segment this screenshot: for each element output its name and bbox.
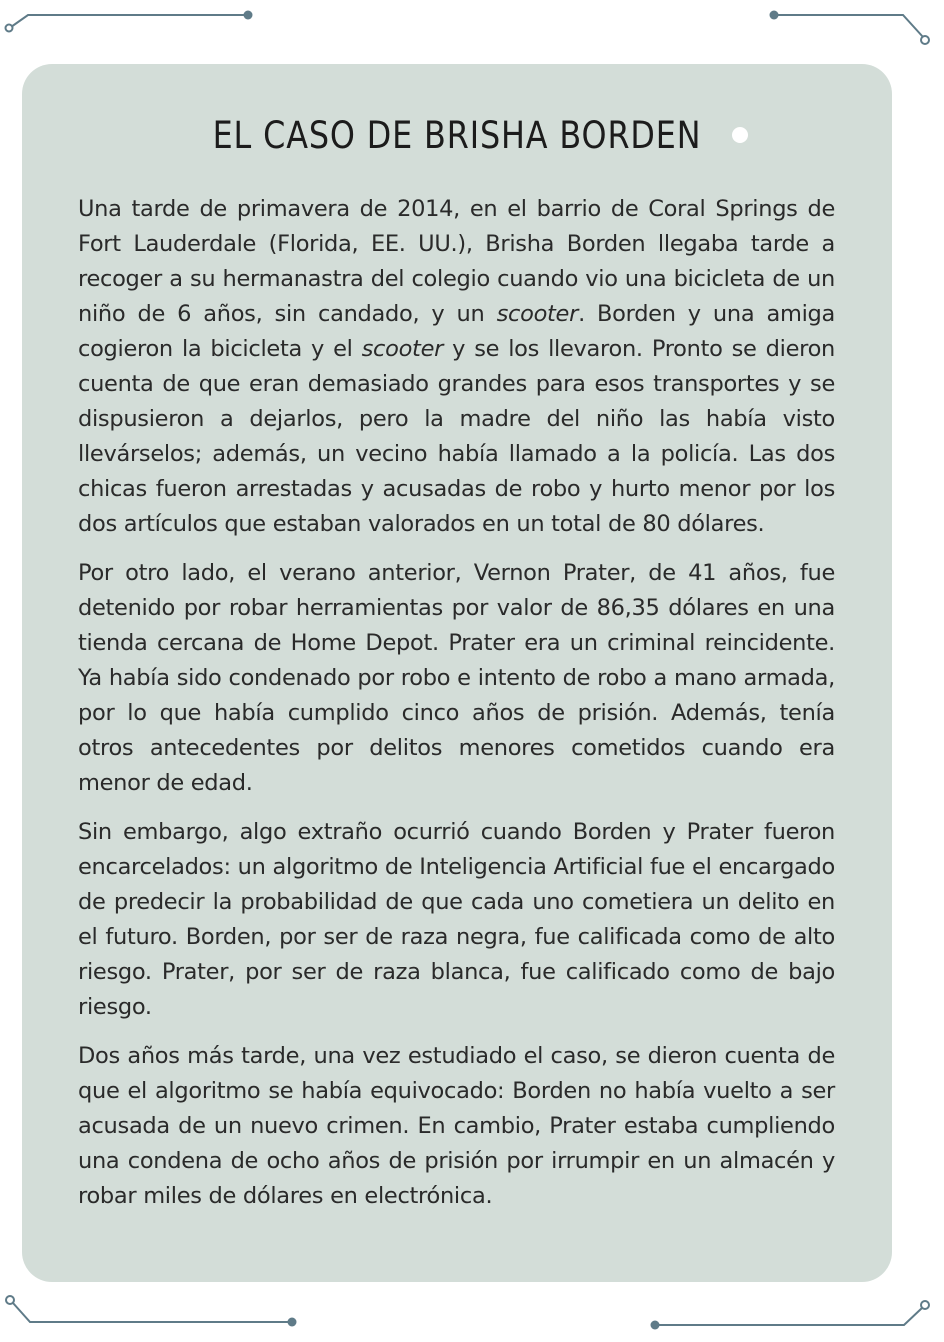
text-run: y se los llevaron. Pronto se dieron cuenta de que eran demasiado grandes para esos transportes y se dispusieron a dejarlos, pero la madre del niño las había visto llevárselos; además, un vecino había llamado a la policía. Las dos chicas fueron arrestadas y acusadas de robo y hurto menor por los dos artículos que estaban valorados en un total de 80 dólares. <box>78 336 835 537</box>
text-run: Sin embargo, algo extraño ocurrió cuando Borden y Prater fueron encarcelados: un algoritmo de Inteligencia Artificial fue el encargado de predecir la probabilidad de que cada uno cometiera un delito en el futuro. Borden, por ser de raza negra, fue calificada como de alto riesgo. Prater, por ser de raza blanca, fue calificado como de bajo riesgo. <box>78 819 835 1020</box>
paragraph-4 <box>78 1039 835 1214</box>
paragraph-2 <box>78 556 835 801</box>
italic-term: scooter <box>496 301 579 327</box>
paragraph-3 <box>78 815 835 1025</box>
article-title: EL CASO DE BRISHA BORDEN <box>212 114 702 157</box>
italic-term: scooter <box>361 336 444 362</box>
paragraph-1 <box>78 192 835 542</box>
text-run: . Borden y una amiga cogieron la bicicleta y el <box>78 301 835 362</box>
text-run: Dos años más tarde, una vez estudiado el caso, se dieron cuenta de que el algoritmo se había equivocado: Borden no había vuelto a ser acusada de un nuevo crimen. En cambio, Prater estaba cumpliendo una condena de ocho años de prisión por irrumpir en un almacén y robar miles de dólares en electrónica. <box>78 1043 835 1209</box>
text-run: Por otro lado, el verano anterior, Vernon Prater, de 41 años, fue detenido por robar herramientas por valor de 86,35 dólares en una tienda cercana de Home Depot. Prater era un criminal reincidente. Ya había sido condenado por robo e intento de robo a mano armada, por lo que había cumplido cinco años de prisión. Además, tenía otros antecedentes por delitos menores cometidos cuando era menor de edad. <box>78 560 835 796</box>
text-run: Una tarde de primavera de 2014, en el barrio de Coral Springs de Fort Lauderdale (Florida, EE. UU.), Brisha Borden llegaba tarde a recoger a su hermanastra del colegio cuando vio una bicicleta de un niño de 6 años, sin candado, y un <box>78 196 835 327</box>
article-body <box>78 192 835 1228</box>
